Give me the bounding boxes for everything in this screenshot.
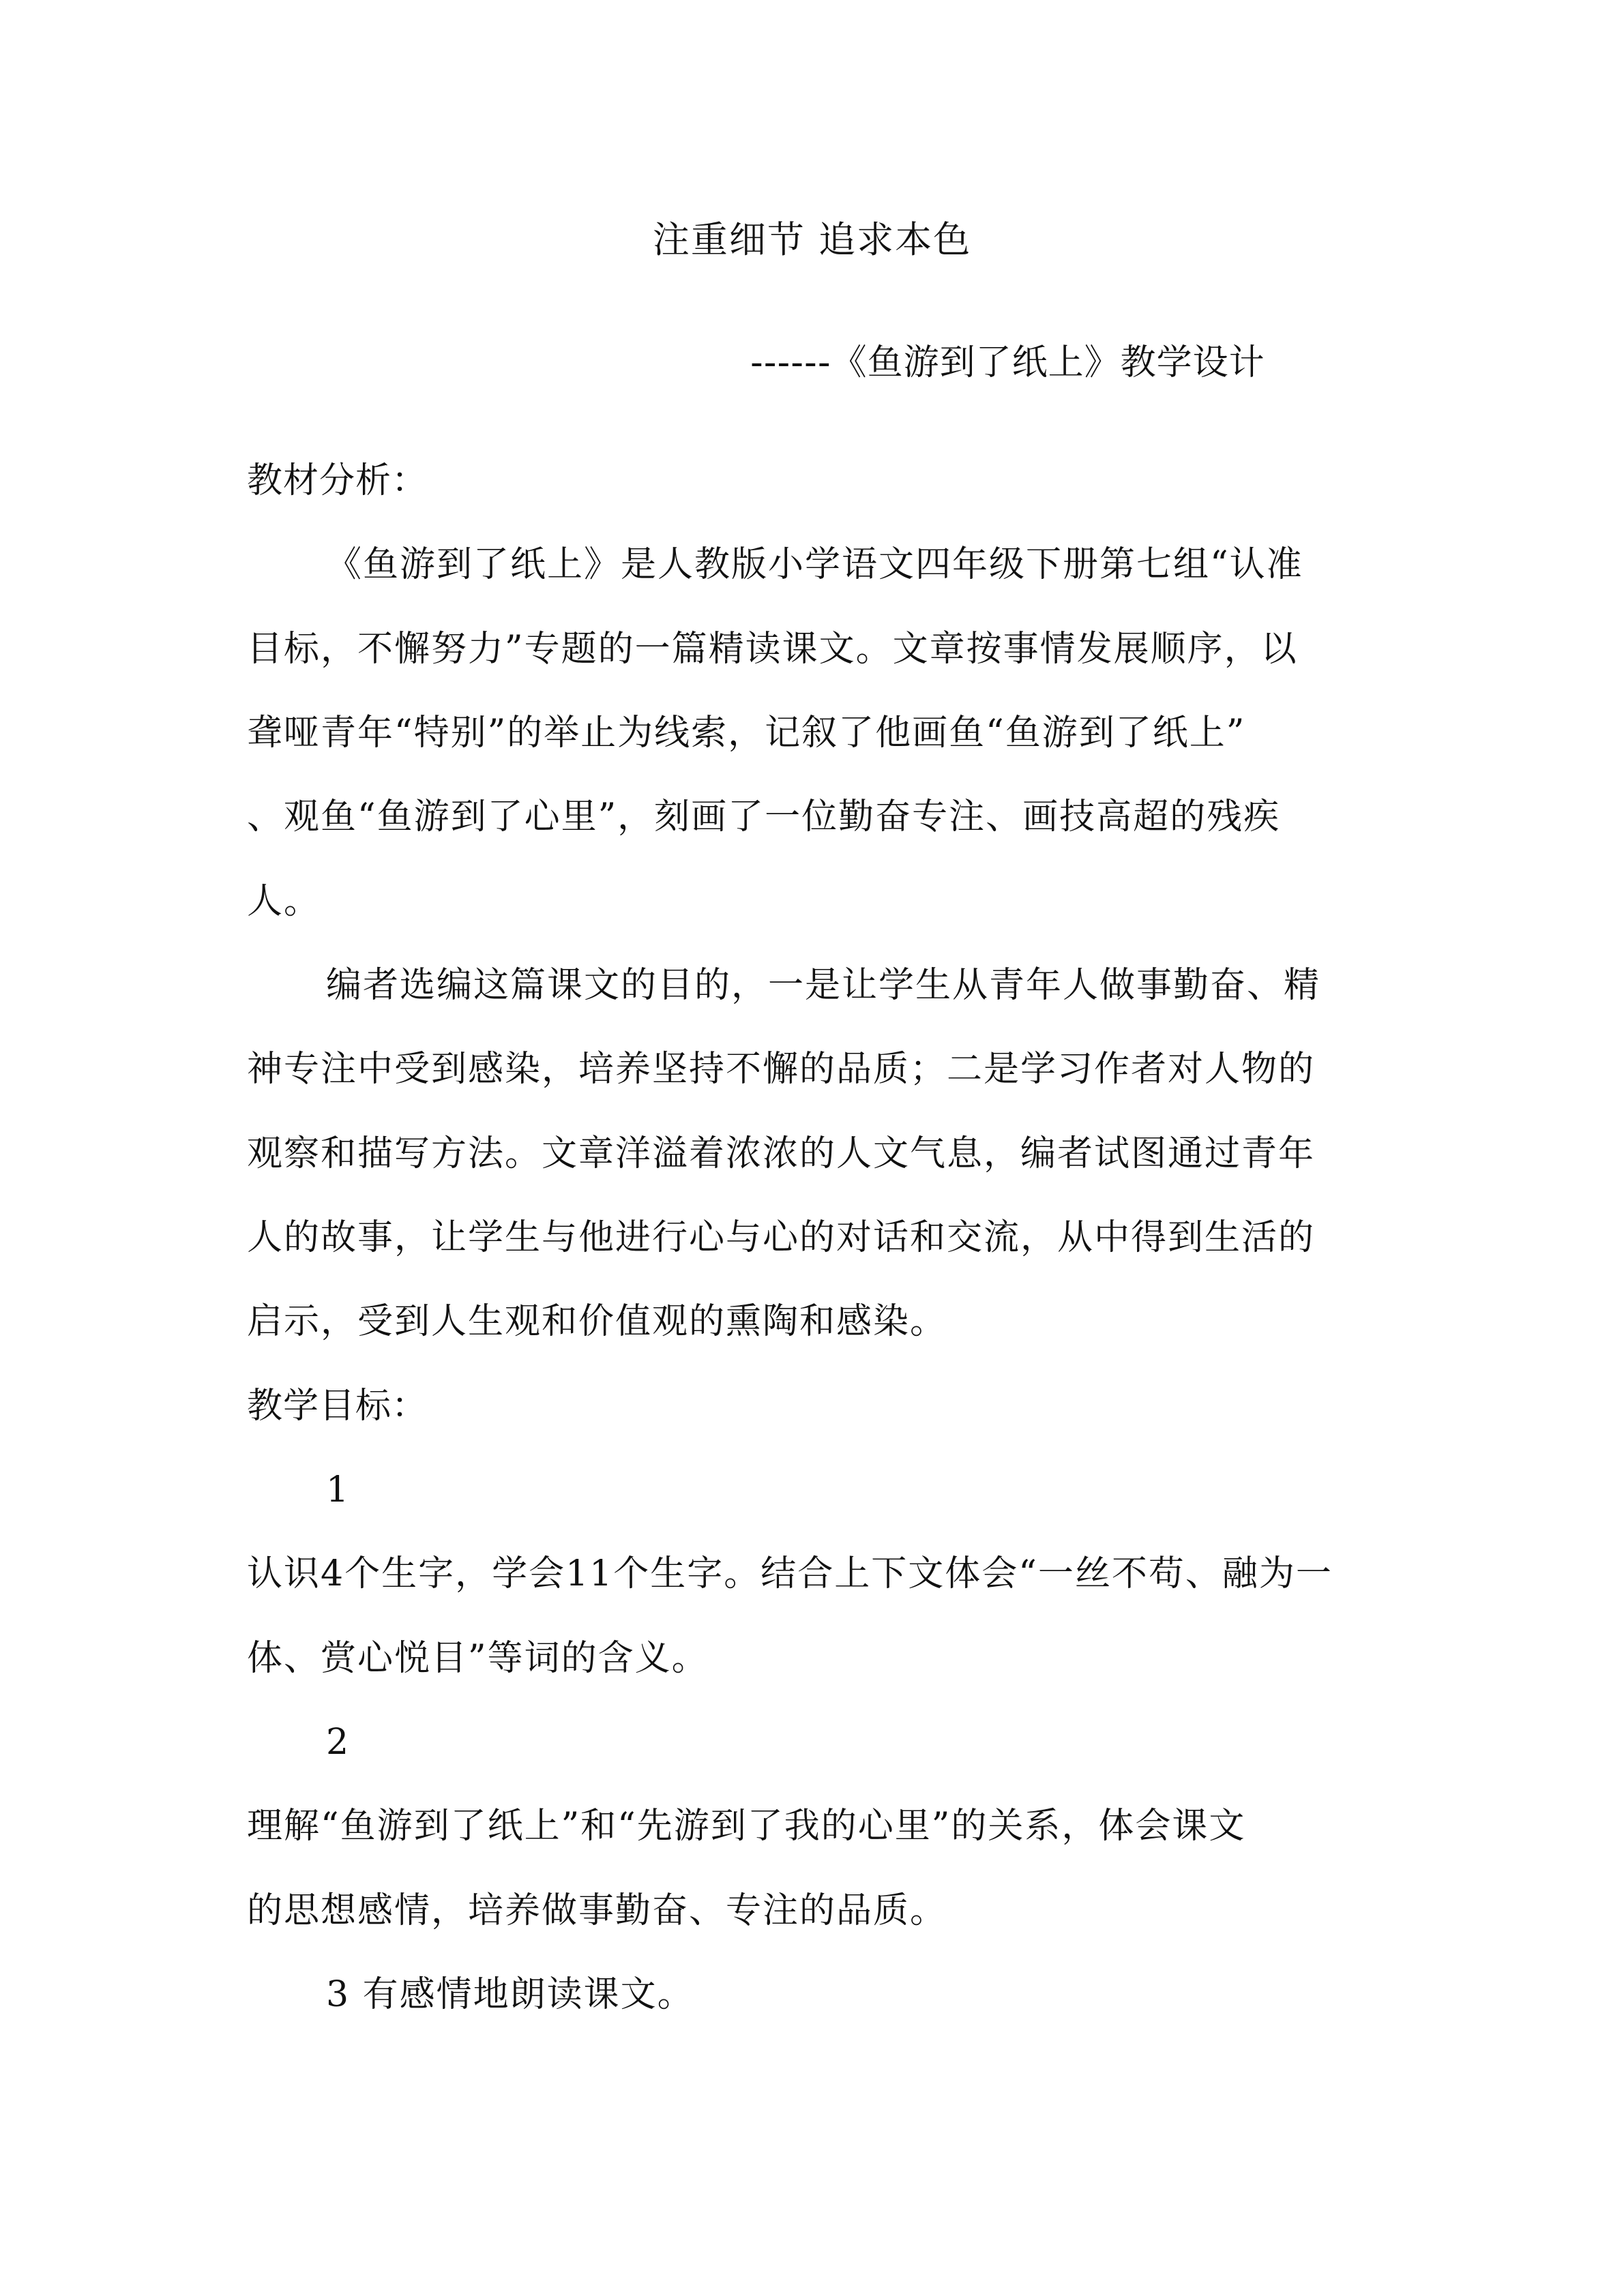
paragraph-line: 《鱼游到了纸上》是人教版小学语文四年级下册第七组“认准 xyxy=(326,544,1303,585)
paragraph-line: 、观鱼“鱼游到了心里”，刻画了一位勤奋专注、画技高超的残疾 xyxy=(247,796,1281,837)
section-heading-analysis: 教材分析： xyxy=(247,460,428,501)
goal-number-2: 2 xyxy=(326,1722,351,1763)
paragraph-line: 神专注中受到感染，培养坚持不懈的品质；二是学习作者对人物的 xyxy=(247,1049,1316,1090)
document-subtitle: ------《鱼游到了纸上》教学设计 xyxy=(750,342,1265,383)
paragraph-line: 人。 xyxy=(247,881,321,922)
goal-line: 理解“鱼游到了纸上”和“先游到了我的心里”的关系，体会课文 xyxy=(247,1806,1246,1847)
paragraph-line: 目标，不懈努力”专题的一篇精读课文。文章按事情发展顺序，以 xyxy=(247,629,1298,670)
paragraph-line: 观察和描写方法。文章洋溢着浓浓的人文气息，编者试图通过青年 xyxy=(247,1133,1316,1174)
document-title: 注重细节 追求本色 xyxy=(652,218,972,261)
paragraph-line: 人的故事，让学生与他进行心与心的对话和交流，从中得到生活的 xyxy=(247,1217,1316,1258)
paragraph-line: 聋哑青年“特别”的举止为线索，记叙了他画鱼“鱼游到了纸上” xyxy=(247,713,1246,754)
paragraph-line: 编者选编这篇课文的目的，一是让学生从青年人做事勤奋、精 xyxy=(326,965,1321,1006)
paragraph-line: 启示，受到人生观和价值观的熏陶和感染。 xyxy=(247,1301,947,1342)
goal-line: 体、赏心悦目”等词的含义。 xyxy=(247,1638,709,1679)
goal-3: 3 有感情地朗读课文。 xyxy=(326,1974,694,2015)
goal-line: 认识4个生字，学会11个生字。结合上下文体会“一丝不苟、融为一 xyxy=(247,1553,1333,1594)
goal-line: 的思想感情，培养做事勤奋、专注的品质。 xyxy=(247,1890,947,1931)
section-heading-goals: 教学目标： xyxy=(247,1386,428,1427)
goal-number-1: 1 xyxy=(326,1470,351,1510)
